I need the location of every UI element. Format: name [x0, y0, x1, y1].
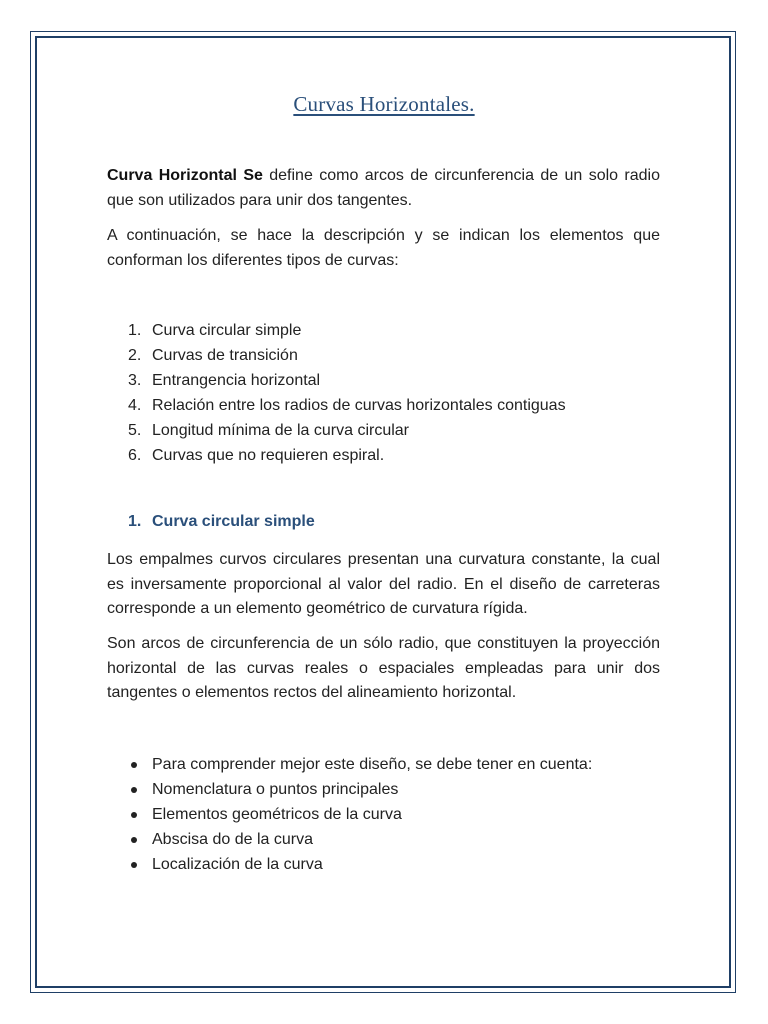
considerations-list: [128, 752, 592, 877]
curve-types-list: [128, 318, 566, 468]
section-heading: [128, 513, 315, 531]
list-item-label: Relación entre los radios de curvas horizontales contiguas: [152, 397, 566, 414]
bullet-label: Abscisa do de la curva: [152, 831, 313, 848]
bullet-item: [128, 827, 592, 852]
section-number: 1.: [128, 513, 142, 530]
bullet-item: [128, 802, 592, 827]
list-item-label: Curvas de transición: [152, 347, 298, 364]
section-paragraph-1: Los empalmes curvos circulares presentan una curvatura constante, la cual es inversamente proporcional al valor del radio. En el diseño de carreteras corresponde a un elemento geométrico de curvatura rígida.: [107, 551, 660, 617]
section-heading-text: Curva circular simple: [152, 513, 315, 530]
list-item: [128, 318, 566, 343]
bullet-icon: [131, 862, 137, 868]
intro-paragraph: [107, 164, 660, 213]
intro-text: define como arcos de circunferencia de un solo radio que son utilizados para unir dos tangentes.: [107, 167, 660, 209]
description-paragraph: A continuación, se hace la descripción y se indican los elementos que conforman los diferentes tipos de curvas:: [107, 227, 660, 269]
bullet-label: Nomenclatura o puntos principales: [152, 781, 399, 798]
list-item: [128, 443, 566, 468]
list-number: 3.: [128, 372, 142, 389]
section-paragraph-2: Son arcos de circunferencia de un sólo radio, que constituyen la proyección horizontal de las curvas reales o espaciales empleadas para unir dos tangentes o elementos rectos del alineamiento horizontal.: [107, 635, 660, 701]
bullet-item: [128, 852, 592, 877]
list-item-label: Curva circular simple: [152, 322, 302, 339]
list-number: 5.: [128, 422, 142, 439]
bullet-icon: [131, 787, 137, 793]
bullet-icon: [131, 762, 137, 768]
document-title: Curvas Horizontales.: [293, 92, 475, 116]
bullet-icon: [131, 837, 137, 843]
bullet-label: Elementos geométricos de la curva: [152, 806, 402, 823]
bullet-icon: [131, 812, 137, 818]
bullet-label: Para comprender mejor este diseño, se debe tener en cuenta:: [152, 756, 593, 773]
list-item-label: Entrangencia horizontal: [152, 372, 321, 389]
bullet-label: Localización de la curva: [152, 856, 323, 873]
list-item: [128, 393, 566, 418]
intro-bold-lead: Curva Horizontal Se: [107, 167, 263, 184]
list-item: [128, 343, 566, 368]
bullet-item: [128, 752, 592, 777]
list-item-label: Curvas que no requieren espiral.: [152, 447, 385, 464]
list-number: 2.: [128, 347, 142, 364]
list-item: [128, 368, 566, 393]
list-item: [128, 418, 566, 443]
bullet-item: [128, 777, 592, 802]
list-number: 6.: [128, 447, 142, 464]
list-number: 1.: [128, 322, 142, 339]
list-number: 4.: [128, 397, 142, 414]
list-item-label: Longitud mínima de la curva circular: [152, 422, 410, 439]
